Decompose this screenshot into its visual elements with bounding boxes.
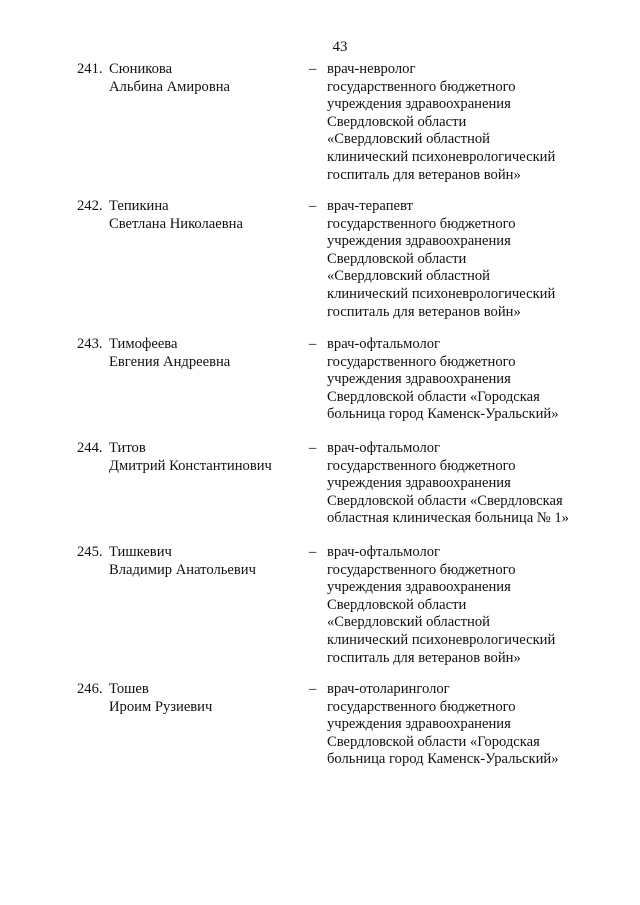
given-names: Ироим Рузиевич bbox=[109, 698, 213, 715]
description-line: Свердловской области bbox=[327, 596, 467, 613]
surname: Титов bbox=[109, 440, 146, 456]
description-line: «Свердловский областной bbox=[327, 268, 490, 285]
description-line: врач-отоларинголог bbox=[327, 681, 450, 697]
dash-separator: – bbox=[309, 61, 317, 77]
description-line: госпиталь для ветеранов войн» bbox=[327, 649, 521, 666]
position-description bbox=[327, 336, 559, 424]
entry-number: 244. bbox=[77, 440, 103, 456]
dash-separator: – bbox=[309, 681, 317, 697]
description-line: учреждения здравоохранения bbox=[327, 96, 511, 113]
description-line: учреждения здравоохранения bbox=[327, 371, 511, 388]
description-line: Свердловской области «Свердловская bbox=[327, 492, 563, 509]
description-line: больница город Каменск-Уральский» bbox=[327, 406, 559, 423]
description-line: учреждения здравоохранения bbox=[327, 233, 511, 250]
surname: Тепикина bbox=[109, 198, 169, 214]
description-line: государственного бюджетного bbox=[327, 78, 516, 95]
description-line: врач-офтальмолог bbox=[327, 544, 441, 560]
entry-number: 245. bbox=[77, 544, 103, 560]
description-line: врач-офтальмолог bbox=[327, 440, 441, 456]
dash-separator: – bbox=[309, 336, 317, 352]
description-line: Свердловской области «Городская bbox=[327, 388, 540, 405]
dash-separator: – bbox=[309, 198, 317, 214]
given-names: Дмитрий Константинович bbox=[109, 457, 272, 474]
entry-number: 242. bbox=[77, 198, 103, 214]
description-line: врач-терапевт bbox=[327, 198, 413, 214]
description-line: клинический психоневрологический bbox=[327, 285, 556, 302]
given-names: Владимир Анатольевич bbox=[109, 561, 256, 578]
surname: Тошев bbox=[109, 681, 149, 697]
position-description bbox=[327, 544, 555, 667]
surname: Тишкевич bbox=[109, 544, 172, 560]
description-line: областная клиническая больница № 1» bbox=[327, 510, 569, 527]
person-name bbox=[109, 61, 230, 96]
description-line: врач-невролог bbox=[327, 61, 416, 77]
page-number: 43 bbox=[332, 39, 348, 55]
description-line: «Свердловский областной bbox=[327, 131, 490, 148]
description-line: врач-офтальмолог bbox=[327, 336, 441, 352]
description-line: госпиталь для ветеранов войн» bbox=[327, 303, 521, 320]
description-line: «Свердловский областной bbox=[327, 614, 490, 631]
person-name bbox=[109, 681, 212, 716]
surname: Тимофеева bbox=[109, 336, 178, 352]
description-line: учреждения здравоохранения bbox=[327, 579, 511, 596]
dash-separator: – bbox=[309, 440, 317, 456]
description-line: Свердловской области bbox=[327, 250, 467, 267]
surname: Сюникова bbox=[109, 61, 173, 77]
description-line: государственного бюджетного bbox=[327, 457, 516, 474]
person-name bbox=[109, 198, 243, 233]
description-line: государственного бюджетного bbox=[327, 561, 516, 578]
entry-number: 241. bbox=[77, 61, 103, 77]
position-description bbox=[327, 198, 555, 321]
description-line: государственного бюджетного bbox=[327, 698, 516, 715]
position-description bbox=[327, 681, 559, 769]
description-line: Свердловской области bbox=[327, 113, 467, 130]
dash-separator: – bbox=[309, 544, 317, 560]
given-names: Светлана Николаевна bbox=[109, 215, 243, 232]
description-line: клинический психоневрологический bbox=[327, 631, 556, 648]
position-description bbox=[327, 440, 569, 528]
given-names: Евгения Андреевна bbox=[109, 353, 231, 370]
position-description bbox=[327, 61, 555, 184]
description-line: учреждения здравоохранения bbox=[327, 475, 511, 492]
person-name bbox=[109, 336, 230, 371]
description-line: госпиталь для ветеранов войн» bbox=[327, 166, 521, 183]
description-line: клинический психоневрологический bbox=[327, 148, 556, 165]
given-names: Альбина Амировна bbox=[109, 78, 231, 95]
person-name bbox=[109, 544, 256, 579]
description-line: Свердловской области «Городская bbox=[327, 733, 540, 750]
description-line: учреждения здравоохранения bbox=[327, 716, 511, 733]
description-line: больница город Каменск-Уральский» bbox=[327, 751, 559, 768]
description-line: государственного бюджетного bbox=[327, 353, 516, 370]
entry-number: 243. bbox=[77, 336, 103, 352]
person-name bbox=[109, 440, 272, 475]
description-line: государственного бюджетного bbox=[327, 215, 516, 232]
entry-number: 246. bbox=[77, 681, 103, 697]
